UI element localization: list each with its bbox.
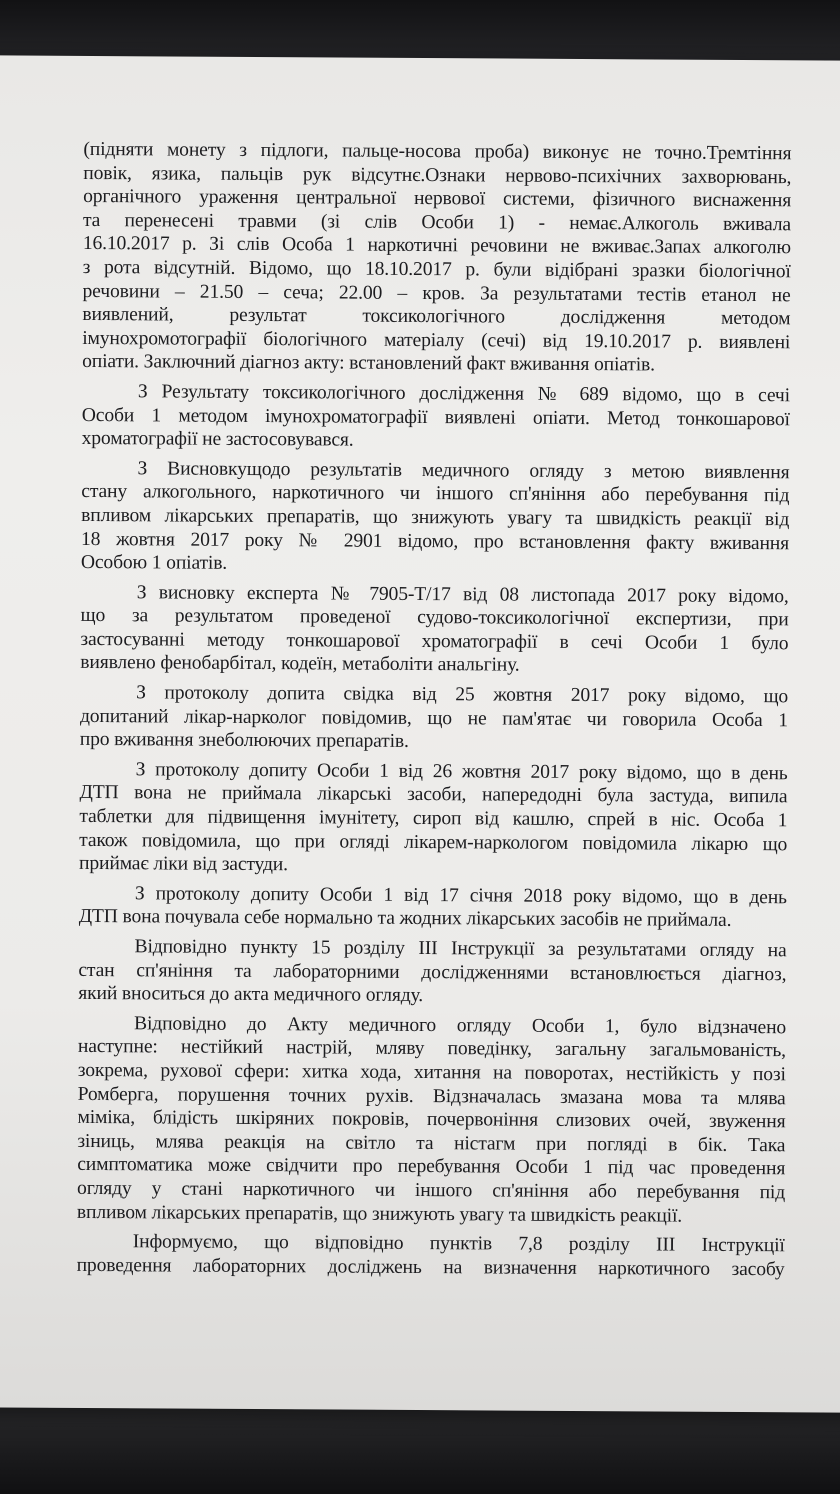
document-page [0,55,840,1412]
paragraph-10 [77,1230,785,1282]
text-line: огляду у стані наркотичного чи іншого сп'яніння або перебування під [77,1177,786,1204]
text-line: опіати. Заключний діагноз акту: встановлений факт вживання опіатів. [82,351,655,376]
desk-background-bottom [0,1400,840,1494]
text-line: зокрема, рухової сфери: хитка хода, хитання на поворотах, нестійкість у позі [77,1059,786,1086]
paragraph-8 [78,935,786,1010]
text-line: Відповідно пункту 15 розділу ІІІ Інструкції за результатами огляду на [134,936,787,962]
text-line: З протоколу допиту Особи 1 від 17 січня 2018 року відомо, що в день [134,883,787,909]
text-line: імунохромотографії біологічного матеріалу (сечі) від 19.10.2017 р. виявлені [82,327,791,354]
text-line: З Висновкущодо результатів медичного огляду з метою виявлення [137,458,790,483]
text-line: Ромберга, порушення точних рухів. Відзначалась змазана мова та млява [77,1083,786,1109]
text-line: 18 жовтня 2017 року № 2901 відомо, про встановлення факту вживання [80,528,790,554]
text-line: з рота відсутній. Відомо, що 18.10.2017 р. були відібрані зразки біологічної [82,256,791,283]
text-line: хроматографії не застосовувався. [81,428,354,451]
text-line: Особи 1 методом імунохроматографії виявлені опіати. Метод тонкошарової [81,404,790,430]
text-line: наступне: нестійкий настрій, мляву поведінку, загальну загальмованість, [77,1036,787,1062]
paragraph-6 [79,758,788,880]
text-line: З висновку експерта № 7905-Т/17 від 08 листопада 2017 року відомо, [136,581,789,607]
text-line: ДТП вона не приймала лікарські засоби, напередодні була застуда, випила [79,782,788,808]
text-line: приймає ліки від застуди. [79,853,288,876]
text-line: про вживання знеболюючих препаратів. [79,729,409,753]
text-line: що за результатом проведеної судово-токсикологічної експертизи, при [80,605,789,631]
text-line: стан сп'яніння та лабораторними дослідженнями встановлюється діагноз, [78,959,787,985]
text-line: та перенесені травми (зі слів Особи 1) - немає.Алкоголь вживала [82,209,792,236]
paragraph-2 [82,380,790,455]
text-line: впливом лікарських препаратів, що знижують увагу та швидкість реакції. [76,1201,683,1227]
text-line: (підняти монету з підлоги, пальце-носова проба) виконує не точно.Тремтіння [83,138,792,165]
text-line: застосуванні методу тонкошарової хроматографії в сечі Особи 1 було [80,628,789,655]
paragraph-5 [80,681,788,756]
paragraph-3 [81,457,790,579]
text-line: стану алкогольного, наркотичного чи іншого сп'яніння або перебування під [81,481,790,507]
document-text [77,138,792,1282]
text-line: допитаний лікар-нарколог повідомив, що не пам'ятає чи говорила Особа 1 [79,705,789,731]
text-line: речовини – 21.50 – сеча; 22.00 – кров. За результатами тестів етанол не [82,280,791,306]
text-line: 16.10.2017 р. Зі слів Особа 1 наркотичні речовини не вживає.Запах алкоголю [82,233,791,259]
text-line: З протоколу допита свідка від 25 жовтня 2017 року відомо, що [136,682,789,708]
text-line: міміка, блідість шкіряних покровів, почервоніння слизових очей, звуження [77,1107,786,1133]
text-line: Особою 1 опіатів. [80,552,228,574]
text-line: ДТП вона почувала себе нормально та жодних лікарських засобів не приймала. [78,906,732,932]
text-line: таблетки для підвищення імунітету, сироп від кашлю, спрей в ніс. Особа 1 [79,805,788,832]
text-line: З Результату токсикологічного дослідження № 689 відомо, що в сечі [137,381,791,407]
text-line: виявлений, результат токсикологічного дослідження методом [82,304,791,330]
paragraph-4 [80,581,789,680]
paragraph-1 [82,138,791,378]
text-line: проведення лабораторних досліджень на визначення наркотичного засобу [76,1254,785,1280]
paragraph-7 [79,882,787,934]
paragraph-9 [77,1012,786,1229]
text-line: повік, язика, пальців рук відсутнє.Ознаки нервово-психічних захворювань, [83,162,792,188]
text-line: З протоколу допиту Особи 1 від 26 жовтня 2017 року відомо, що в день [135,759,788,785]
text-line: також повідомила, що при огляді лікарем-наркологом повідомила лікарю що [79,829,788,855]
text-line: зіниць, млява реакція на світло та ністагм при погляді в бік. Така [77,1130,786,1157]
text-line: органічного ураження центральної нервової системи, фізичного виснаження [83,186,792,212]
text-line: Інформуємо, що відповідно пунктів 7,8 розділу ІІІ Інструкції [132,1231,785,1257]
text-line: який вноситься до акта медичного огляду. [78,983,424,1007]
text-line: впливом лікарських препаратів, що знижують увагу та швидкість реакції від [81,504,790,531]
text-line: симптоматика може свідчити про перебування Особи 1 під час проведення [77,1154,786,1180]
text-line: Відповідно до Акту медичного огляду Особи 1, було відзначено [134,1013,787,1039]
text-line: виявлено фенобарбітал, кодеїн, метаболіти анальгіну. [80,652,520,677]
